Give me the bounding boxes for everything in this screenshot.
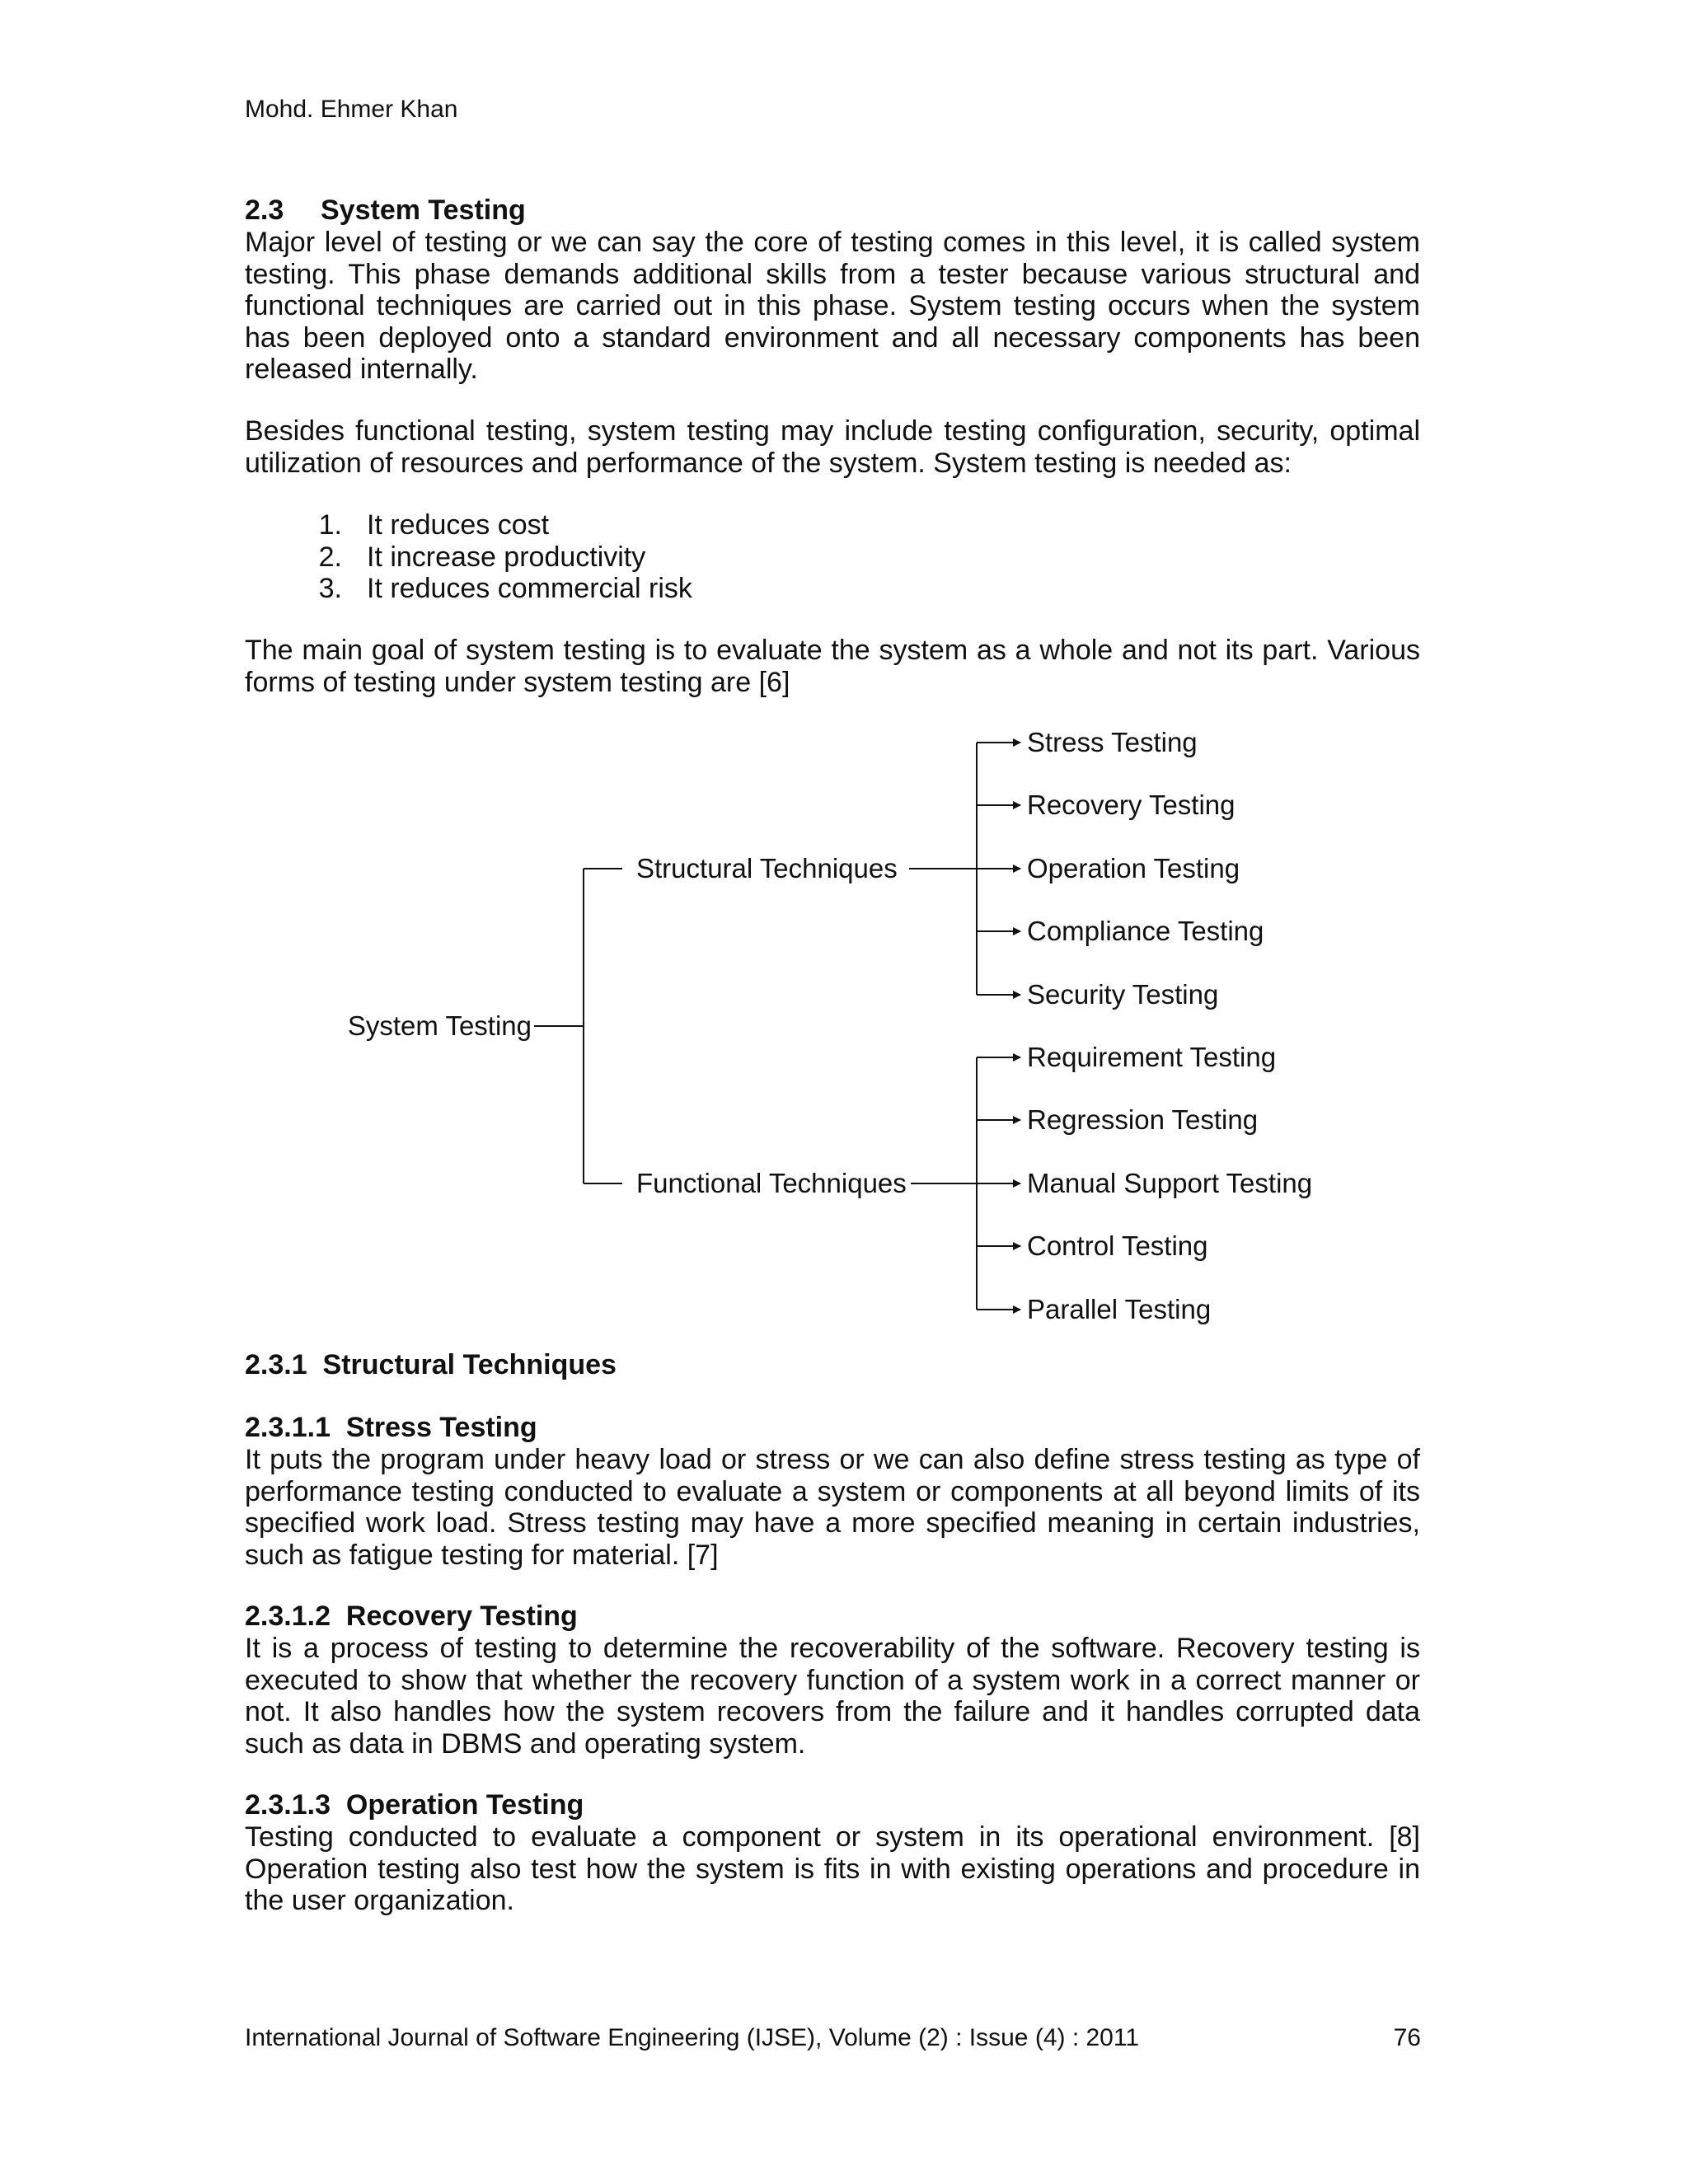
section-number: 2.3: [245, 194, 284, 226]
functional-techniques-label: Functional Techniques: [636, 1168, 907, 1198]
leaf-operation-testing: Operation Testing: [1027, 853, 1240, 883]
leaf-control-testing: Control Testing: [1027, 1230, 1208, 1261]
leaf-stress-testing: Stress Testing: [1027, 727, 1198, 757]
item-paragraph-stress: It puts the program under heavy load or stress or we can also define stress testing as type of performance testing conducted to evaluate a system or components at all beyond limits of its specified work load. Stress testing may have a more specified meaning in certain industries, such as fatigue testing for material. [7]: [245, 1444, 1420, 1571]
list-item: 1. It reduces cost: [318, 509, 550, 541]
leaf-recovery-testing: Recovery Testing: [1027, 790, 1236, 820]
section-paragraph-3: The main goal of system testing is to evaluate the system as a whole and not its part. Various forms of testing under system testing are [6]: [245, 635, 1420, 698]
section-paragraph-2: Besides functional testing, system testing may include testing configuration, security, optimal utilization of resources and performance of the system. System testing is needed as:: [245, 415, 1420, 479]
item-heading-stress: 2.3.1.1 Stress Testing: [245, 1412, 537, 1443]
list-item: 3. It reduces commercial risk: [318, 573, 692, 604]
subsection-title: Structural Techniques: [322, 1349, 617, 1380]
item-paragraph-operation: Testing conducted to evaluate a component or system in its operational environment. [8] Operation testing also test how the system is fits in with existing operations and procedure in the user organization.: [245, 1821, 1420, 1916]
footer-journal: International Journal of Software Engineering (IJSE), Volume (2) : Issue (4) : 2011: [245, 2024, 1140, 2051]
leaf-compliance-testing: Compliance Testing: [1027, 916, 1264, 946]
page-number: 76: [1393, 2024, 1421, 2051]
item-heading-operation: 2.3.1.3 Operation Testing: [245, 1789, 584, 1821]
item-heading-recovery: 2.3.1.2 Recovery Testing: [245, 1601, 578, 1632]
section-title: System Testing: [321, 194, 526, 226]
subsection-number: 2.3.1: [245, 1349, 307, 1380]
item-paragraph-recovery: It is a process of testing to determine the recoverability of the software. Recovery testing is executed to show that whether the recovery function of a system work in a correct manner or not. It also handles how the system recovers from the failure and it handles corrupted data such as data in DBMS and operating system.: [245, 1633, 1420, 1760]
leaf-regression-testing: Regression Testing: [1027, 1104, 1259, 1135]
running-header-author: Mohd. Ehmer Khan: [245, 96, 458, 123]
leaf-security-testing: Security Testing: [1027, 979, 1219, 1010]
diagram-root-label: System Testing: [347, 1010, 532, 1041]
section-paragraph-1: Major level of testing or we can say the core of testing comes in this level, it is called system testing. This phase demands additional skills from a tester because various structural and functional techniques are carried out in this phase. System testing occurs when the system has been deployed onto a standard environment and all necessary components has been released internally.: [245, 227, 1420, 385]
leaf-parallel-testing: Parallel Testing: [1027, 1294, 1212, 1324]
leaf-manual-support-testing: Manual Support Testing: [1027, 1168, 1313, 1198]
leaf-requirement-testing: Requirement Testing: [1027, 1042, 1277, 1072]
structural-techniques-label: Structural Techniques: [636, 853, 898, 883]
list-item: 2. It increase productivity: [318, 541, 646, 573]
subsection-heading: [245, 1349, 617, 1380]
